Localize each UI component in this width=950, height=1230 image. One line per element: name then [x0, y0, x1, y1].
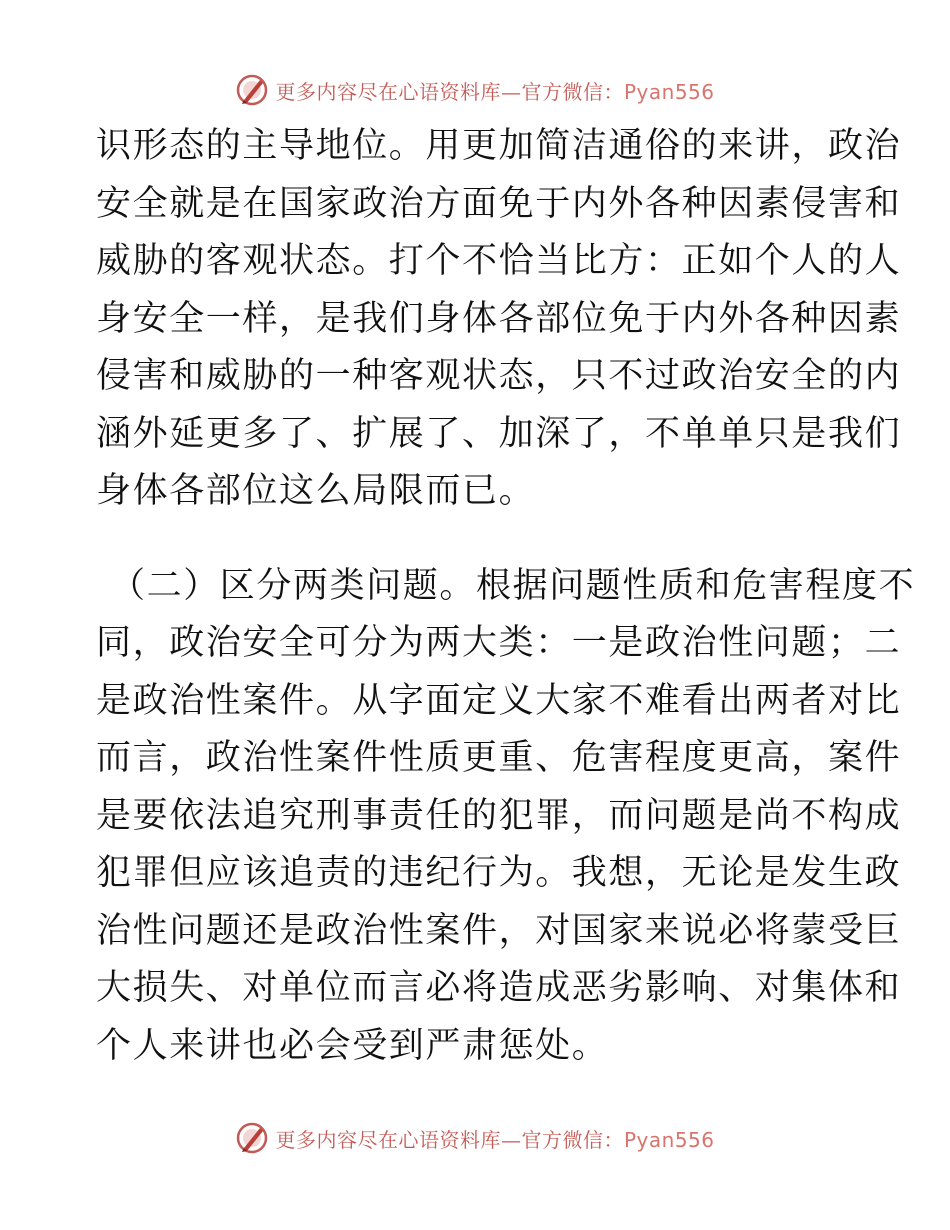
text-line: 治性问题还是政治性案件，对国家来说必将蒙受巨: [96, 910, 902, 951]
wechat-id: Pyan556: [623, 1127, 715, 1152]
text-line: 是要依法追究刑事责任的犯罪，而问题是尚不构成: [96, 795, 902, 836]
text-line: 识形态的主导地位。用更加简洁通俗的来讲，政治: [96, 126, 902, 166]
pen-logo-icon: [235, 73, 269, 107]
footer-watermark-banner: [0, 1118, 950, 1158]
text-line: 身安全一样，是我们身体各部位免于内外各种因素: [96, 298, 902, 339]
text-line: 大损失、对单位而言必将造成恶劣影响、对集体和: [96, 968, 902, 1008]
header-watermark-banner: [0, 70, 950, 110]
text-line: 涵外延更多了、扩展了、加深了，不单单只是我们: [96, 413, 902, 454]
paragraph-gap: [96, 521, 856, 558]
text-line: 威胁的客观状态。打个不恰当比方：正如个人的人: [96, 241, 902, 281]
document-body: [96, 118, 916, 1075]
banner-text: 更多内容尽在心语资料库—官方微信：Pyan556: [275, 79, 715, 104]
text-line: 安全就是在国家政治方面免于内外各种因素侵害和: [96, 183, 902, 224]
text-line: 犯罪但应该追责的违纪行为。我想，无论是发生政: [96, 853, 902, 893]
text-line: 是政治性案件。从字面定义大家不难看出两者对比: [96, 680, 902, 721]
banner-text: 更多内容尽在心语资料库—官方微信：Pyan556: [275, 1127, 715, 1152]
paragraph-2: [96, 558, 916, 1076]
text-line: 身体各部位这么局限而已。: [96, 471, 536, 511]
paragraph-1: [96, 118, 902, 521]
text-line: 侵害和威胁的一种客观状态，只不过政治安全的内: [96, 356, 902, 396]
text-line: 同，政治安全可分为两大类：一是政治性问题；二: [96, 623, 902, 663]
text-line: 个人来讲也必会受到严肃惩处。: [96, 1025, 609, 1066]
pen-logo-icon: [235, 1121, 269, 1155]
text-line: 而言，政治性案件性质更重、危害程度更高，案件: [96, 738, 902, 778]
text-line: （二）区分两类问题。根据问题性质和危害程度不: [110, 565, 916, 606]
wechat-id: Pyan556: [623, 79, 715, 104]
